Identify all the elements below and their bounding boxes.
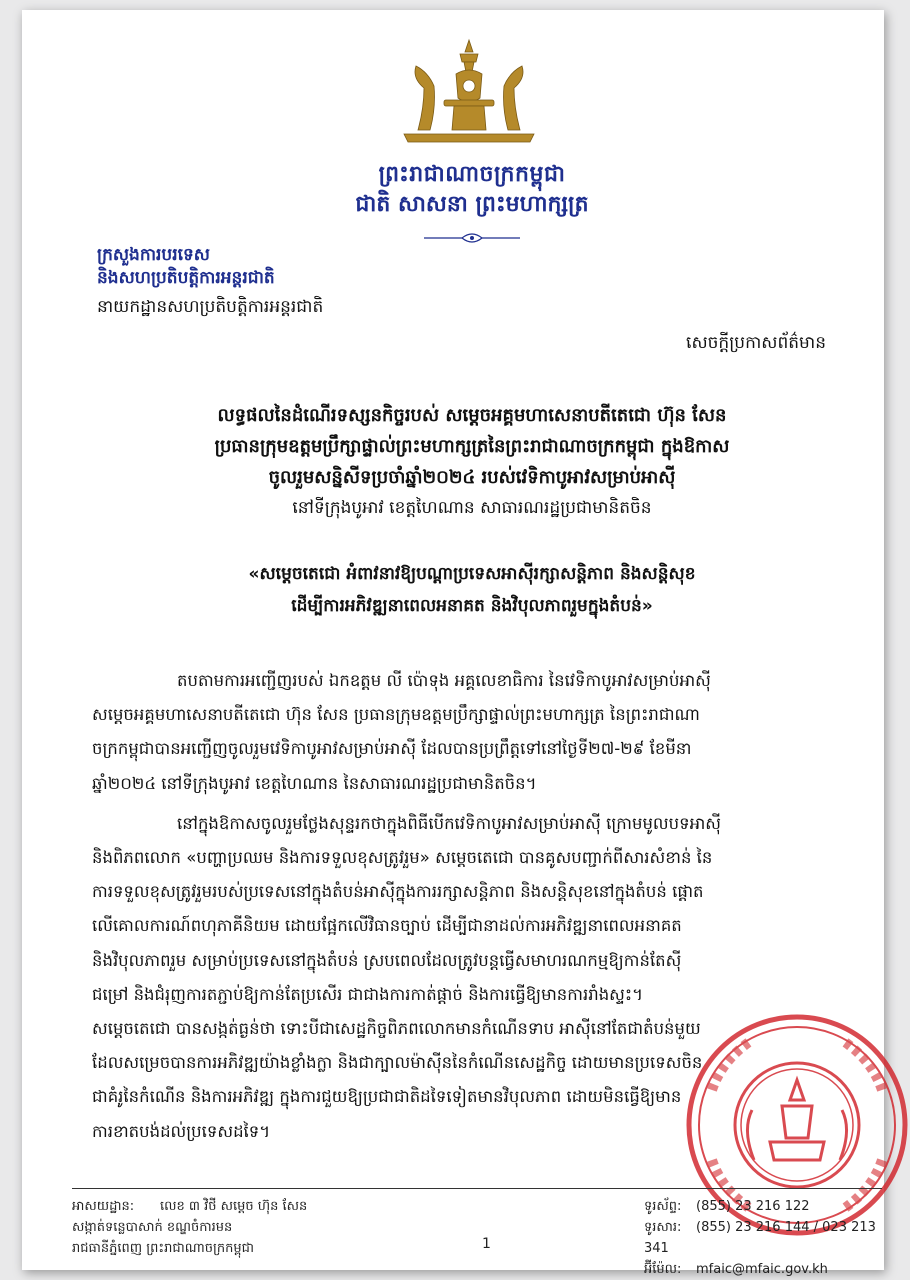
document-page [22, 10, 884, 1277]
ministry-name [97, 244, 275, 290]
paragraph-1 [92, 664, 852, 801]
fax-value: (855) 23 216 144 / 023 213 341 [644, 1220, 876, 1256]
headline [72, 400, 872, 523]
footer-contact [644, 1196, 884, 1280]
ornament-divider-icon [422, 232, 522, 244]
phone-value: (855) 23 216 122 [696, 1199, 810, 1214]
quote [72, 558, 872, 622]
royal-header [322, 160, 622, 220]
royal-coat-of-arms-icon [394, 38, 544, 148]
paragraph-line: ដែលសម្រេចបានការអភិវឌ្ឍយ៉ាងខ្លាំងក្លា និងជាក្បាលម៉ាស៊ីននៃកំណើនសេដ្ឋកិច្ច ដោយមានប្រទេសចិន [92, 1053, 703, 1073]
address-label: អាសយដ្ឋាន: [72, 1199, 135, 1214]
paragraph-line: លើគោលការណ៍ពហុភាគីនិយម ដោយផ្អែកលើវិធានច្បាប់ ដើម្បីជានាដល់ការអភិវឌ្ឍនាពេលអនាគត [92, 916, 682, 936]
page-number: 1 [482, 1236, 491, 1252]
paragraph-line: និងពិភពលោក «បញ្ហាប្រឈម និងការទទួលខុសត្រូវរួម» សម្តេចតេជោ បានគូសបញ្ជាក់ពីសារសំខាន់ នៃ [92, 848, 713, 868]
document-type: សេចក្តីប្រកាសព័ត៌មាន [686, 333, 826, 353]
email-label: អ៊ីម៉ែល: [644, 1262, 682, 1277]
paragraph-line: ជម្រៅ និងជំរុញការតភ្ជាប់ឱ្យកាន់តែប្រសើរ ជាជាងការកាត់ផ្តាច់ និងការធ្វើឱ្យមានការរាំងស្ទះ។ [92, 984, 644, 1004]
address-line3: រាជធានីភ្នំពេញ ព្រះរាជាណាចក្រកម្ពុជា [72, 1241, 254, 1256]
quote-line2: ដើម្បីការអភិវឌ្ឍនាពេលអនាគត និងវិបុលភាពរួមក្នុងតំបន់» [291, 596, 653, 616]
ministry-line2: និងសហប្រតិបត្តិការអន្តរជាតិ [97, 268, 275, 288]
paragraph-line: និងវិបុលភាពរួម សម្រាប់ប្រទេសនៅក្នុងតំបន់ ស្របពេលដែលត្រូវបន្តធ្វើសមាហរណកម្មឱ្យកាន់តែស៊ី [92, 950, 682, 970]
paragraph-line: ជាគំរូនៃកំណើន និងការអភិវឌ្ឍ ក្នុងការជួយឱ្យប្រជាជាតិដទៃទៀតមានវិបុលភាព ដោយមិនធ្វើឱ្យមាន [92, 1087, 682, 1107]
department-name: នាយកដ្ឋានសហប្រតិបត្តិការអន្តរជាតិ [97, 297, 324, 317]
footer-address [72, 1196, 307, 1259]
paragraph-line: សម្តេចតេជោ បានសង្កត់ធ្ងន់ថា ទោះបីជាសេដ្ឋកិច្ចពិភពលោកមានកំណើនទាប អាស៊ីនៅតែជាតំបន់មួយ [92, 1019, 701, 1039]
headline-line3: ចូលរួមសន្និសីទប្រចាំឆ្នាំ២០២៤ របស់វេទិកាបូអាវសម្រាប់អាស៊ី [268, 467, 676, 488]
headline-line1: លទ្ធផលនៃដំណើរទស្សនកិច្ចរបស់ សម្តេចអគ្គមហាសេនាបតីតេជោ ហ៊ុន សែន [217, 405, 727, 426]
paragraph-line: ឆ្នាំ២០២៤ នៅទីក្រុងបូអាវ ខេត្តហៃណាន នៃសាធារណរដ្ឋប្រជាមានិតចិន។ [92, 773, 537, 793]
paragraph-line: ការខាតបង់ដល់ប្រទេសដទៃ។ [92, 1121, 271, 1141]
email-link[interactable]: mfaic@mfaic.gov.kh [696, 1262, 828, 1277]
paragraph-line: តបតាមការអញ្ជើញរបស់ ឯកឧត្តម លី ប៉ោទុង អគ្គលេខាធិការ នៃវេទិកាបូអាវសម្រាប់អាស៊ី [177, 671, 711, 690]
footer-divider [72, 1188, 882, 1189]
address-line1: លេខ ៣ វិថី សម្តេច ហ៊ុន សែន [160, 1199, 308, 1214]
fax-label: ទូរសារ: [644, 1220, 682, 1235]
headline-line4: នៅទីក្រុងបូអាវ ខេត្តហៃណាន សាធារណរដ្ឋប្រជាមានិតចិន [292, 498, 652, 518]
paragraph-line: ការទទួលខុសត្រូវរួមរបស់ប្រទេសនៅក្នុងតំបន់អាស៊ីក្នុងការរក្សាសន្តិភាព និងសន្តិសុខនៅក្នុងតំបន់ ផ្តោត [92, 882, 704, 902]
paragraph-line: ចក្រកម្ពុជាបានអញ្ជើញចូលរួមវេទិកាបូអាវសម្រាប់អាស៊ី ដែលបានប្រព្រឹត្តទៅនៅថ្ងៃទី២៧-២៩ ខែមីនា [92, 739, 692, 759]
phone-label: ទូរស័ព្ទ: [644, 1199, 682, 1214]
paragraph-line: សម្តេចអគ្គមហាសេនាបតីតេជោ ហ៊ុន សែន ប្រធានក្រុមឧត្តមប្រឹក្សាផ្ទាល់ព្រះមហាក្សត្រ នៃព្រះរាជាណា [92, 705, 700, 725]
quote-line1: «សម្តេចតេជោ អំពាវនាវឱ្យបណ្តាប្រទេសអាស៊ីរក្សាសន្តិភាព និងសន្តិសុខ [248, 564, 696, 584]
address-line2: សង្កាត់ទន្លេបាសាក់ ខណ្ឌចំការមន [72, 1220, 233, 1235]
national-motto: ជាតិ សាសនា ព្រះមហាក្សត្រ [355, 192, 589, 217]
ministry-line1: ក្រសួងការបរទេស [97, 245, 210, 265]
kingdom-title: ព្រះរាជាណាចក្រកម្ពុជា [378, 162, 566, 187]
paragraph-line: នៅក្នុងឱកាសចូលរួមថ្លែងសុន្ទរកថាក្នុងពិធីបើកវេទិកាបូអាវសម្រាប់អាស៊ី ក្រោមមូលបទអាស៊ី [177, 813, 721, 833]
headline-line2: ប្រធានក្រុមឧត្តមប្រឹក្សាផ្ទាល់ព្រះមហាក្សត្រនៃព្រះរាជាណាចក្រកម្ពុជា ក្នុងឱកាស [214, 436, 730, 457]
